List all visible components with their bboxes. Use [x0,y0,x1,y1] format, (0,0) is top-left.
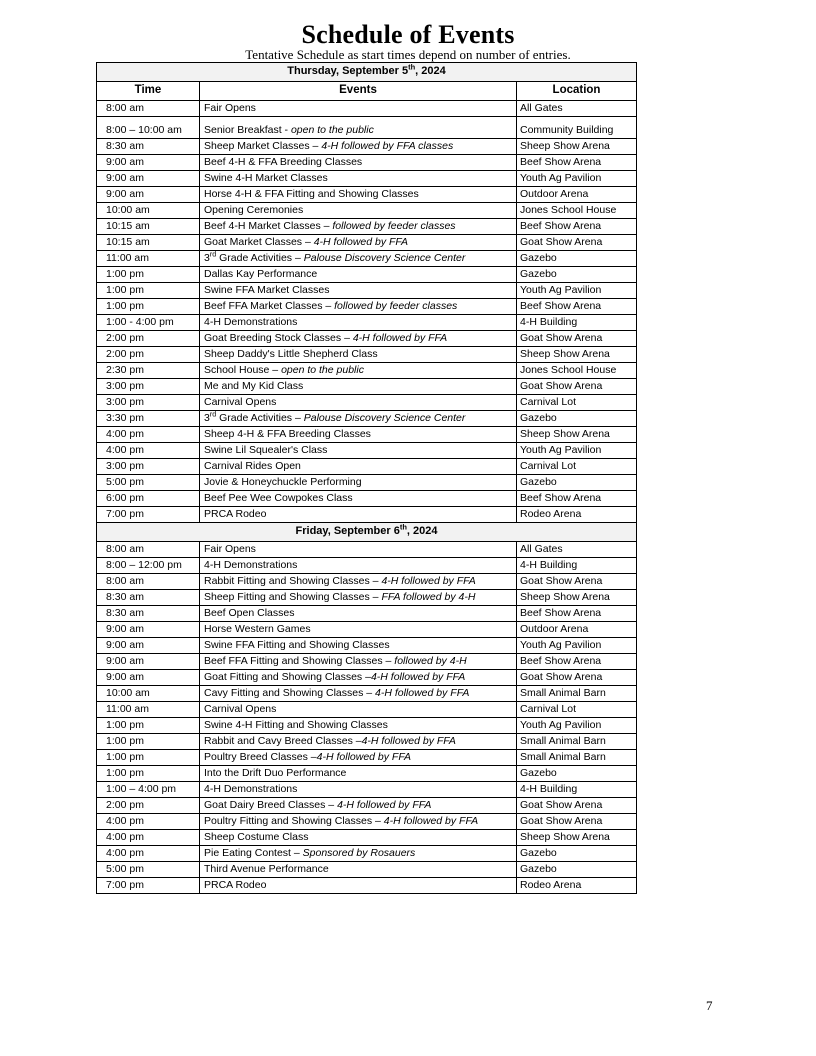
ordinal-suffix: th [399,522,407,532]
event-note: 4-H followed by FFA [361,734,456,747]
event-location: Community Building [517,117,637,139]
event-time: 1:00 pm [97,299,200,315]
event-time: 7:00 pm [97,507,200,523]
event-description: Swine 4-H Market Classes [200,171,517,187]
day-header-label: Friday, September 6th, 2024 [97,523,637,542]
event-time: 4:00 pm [97,830,200,846]
ordinal-suffix: rd [209,250,217,259]
page-subtitle: Tentative Schedule as start times depend on number of entries. [245,47,571,62]
event-location: Gazebo [517,475,637,491]
event-time: 8:00 am [97,574,200,590]
table-row [97,574,637,590]
event-time: 9:00 am [97,187,200,203]
event-location: Youth Ag Pavilion [517,171,637,187]
event-location: Gazebo [517,862,637,878]
event-location: Sheep Show Arena [517,590,637,606]
event-description: Horse Western Games [200,622,517,638]
event-location: Youth Ag Pavilion [517,283,637,299]
event-description: Horse 4-H & FFA Fitting and Showing Classes [200,187,517,203]
ordinal-suffix: th [408,62,416,72]
table-row [97,702,637,718]
event-time: 3:00 pm [97,395,200,411]
table-row [97,475,637,491]
table-row [97,542,637,558]
event-note: Sponsored by Rosauers [302,846,416,859]
event-location: Outdoor Arena [517,622,637,638]
table-row [97,686,637,702]
event-location: Goat Show Arena [517,331,637,347]
event-location: Rodeo Arena [517,507,637,523]
event-description: 3rd Grade Activities – Palouse Discovery Science Center [200,251,517,267]
event-note: 4-H followed by FFA [375,686,470,699]
event-description: Sheep Market Classes – 4-H followed by FFA classes [200,139,517,155]
event-location: Small Animal Barn [517,734,637,750]
event-note: 4-H followed by FFA [370,670,466,683]
event-description: Beef Open Classes [200,606,517,622]
event-description: Beef FFA Market Classes – followed by feeder classes [200,299,517,315]
event-description: Carnival Rides Open [200,459,517,475]
event-location: Small Animal Barn [517,686,637,702]
event-time: 1:00 pm [97,766,200,782]
table-row [97,798,637,814]
event-location: All Gates [517,542,637,558]
table-row [97,862,637,878]
event-description: Swine Lil Squealer's Class [200,443,517,459]
event-description: PRCA Rodeo [200,878,517,894]
event-description: Opening Ceremonies [200,203,517,219]
event-location: Gazebo [517,846,637,862]
event-note: 4-H followed by FFA [337,798,432,811]
event-note: FFA followed by 4-H [381,590,476,603]
event-time: 5:00 pm [97,862,200,878]
event-description: Swine 4-H Fitting and Showing Classes [200,718,517,734]
event-note: followed by feeder classes [332,219,456,232]
event-time: 1:00 pm [97,283,200,299]
event-time: 9:00 am [97,171,200,187]
event-time: 1:00 pm [97,750,200,766]
page-number: 7 [706,998,713,1013]
table-row [97,251,637,267]
event-description: 4-H Demonstrations [200,558,517,574]
event-description: Fair Opens [200,542,517,558]
event-time: 11:00 am [97,251,200,267]
event-description: Poultry Breed Classes –4-H followed by FFA [200,750,517,766]
table-row [97,830,637,846]
event-description: Senior Breakfast - open to the public [200,117,517,139]
event-description: Jovie & Honeychuckle Performing [200,475,517,491]
event-time: 9:00 am [97,155,200,171]
schedule-table [96,62,637,894]
event-location: Goat Show Arena [517,670,637,686]
event-time: 6:00 pm [97,491,200,507]
event-note: Palouse Discovery Science Center [303,411,466,424]
event-description: Sheep Daddy's Little Shepherd Class [200,347,517,363]
event-note: open to the public [281,363,364,376]
event-description: Carnival Opens [200,395,517,411]
event-time: 4:00 pm [97,427,200,443]
event-time: 10:15 am [97,219,200,235]
event-description: Carnival Opens [200,702,517,718]
event-location: Sheep Show Arena [517,830,637,846]
event-time: 3:30 pm [97,411,200,427]
event-description: 4-H Demonstrations [200,315,517,331]
event-location: Youth Ag Pavilion [517,443,637,459]
table-row [97,750,637,766]
table-row [97,670,637,686]
event-location: Sheep Show Arena [517,139,637,155]
table-row [97,219,637,235]
event-location: Beef Show Arena [517,491,637,507]
event-location: 4-H Building [517,315,637,331]
event-description: Poultry Fitting and Showing Classes – 4-H followed by FFA [200,814,517,830]
table-row [97,363,637,379]
table-row [97,491,637,507]
column-header-events: Events [200,82,517,101]
event-location: Youth Ag Pavilion [517,718,637,734]
day-header-row [97,523,637,542]
table-row [97,734,637,750]
event-time: 8:30 am [97,606,200,622]
event-time: 2:30 pm [97,363,200,379]
event-description: Goat Dairy Breed Classes – 4-H followed by FFA [200,798,517,814]
event-description: Goat Market Classes – 4-H followed by FFA [200,235,517,251]
event-time: 1:00 pm [97,267,200,283]
event-location: Goat Show Arena [517,379,637,395]
table-row [97,766,637,782]
event-time: 10:15 am [97,235,200,251]
event-time: 3:00 pm [97,459,200,475]
column-header-row [97,82,637,101]
table-row [97,507,637,523]
event-description: Me and My Kid Class [200,379,517,395]
event-location: 4-H Building [517,558,637,574]
event-time: 9:00 am [97,670,200,686]
event-location: Jones School House [517,203,637,219]
event-description: Beef FFA Fitting and Showing Classes – followed by 4-H [200,654,517,670]
event-time: 7:00 pm [97,878,200,894]
event-time: 10:00 am [97,686,200,702]
event-description: PRCA Rodeo [200,507,517,523]
event-description: Beef 4-H Market Classes – followed by feeder classes [200,219,517,235]
event-description: Goat Breeding Stock Classes – 4-H followed by FFA [200,331,517,347]
table-row [97,638,637,654]
event-description: Dallas Kay Performance [200,267,517,283]
event-time: 4:00 pm [97,814,200,830]
event-location: Goat Show Arena [517,574,637,590]
event-time: 9:00 am [97,654,200,670]
event-description: Third Avenue Performance [200,862,517,878]
event-note: followed by feeder classes [334,299,458,312]
event-description: Sheep Costume Class [200,830,517,846]
day-header-label: Thursday, September 5th, 2024 [97,63,637,82]
event-time: 11:00 am [97,702,200,718]
table-row [97,187,637,203]
table-row [97,782,637,798]
event-note: 4-H followed by FFA classes [321,139,454,152]
table-row [97,117,637,139]
event-description: Swine FFA Market Classes [200,283,517,299]
event-description: Rabbit Fitting and Showing Classes – 4-H followed by FFA [200,574,517,590]
page-title: Schedule of Events [301,20,515,49]
table-row [97,814,637,830]
event-time: 1:00 pm [97,734,200,750]
event-location: Beef Show Arena [517,606,637,622]
event-location: All Gates [517,101,637,117]
event-time: 8:00 – 12:00 pm [97,558,200,574]
event-description: Fair Opens [200,101,517,117]
table-row [97,459,637,475]
table-row [97,299,637,315]
event-location: Goat Show Arena [517,235,637,251]
event-time: 10:00 am [97,203,200,219]
event-time: 1:00 - 4:00 pm [97,315,200,331]
table-row [97,654,637,670]
event-location: Sheep Show Arena [517,347,637,363]
event-time: 5:00 pm [97,475,200,491]
event-time: 2:00 pm [97,331,200,347]
event-time: 2:00 pm [97,347,200,363]
table-row [97,283,637,299]
table-row [97,411,637,427]
event-description: Cavy Fitting and Showing Classes – 4-H followed by FFA [200,686,517,702]
table-row [97,606,637,622]
event-location: Rodeo Arena [517,878,637,894]
event-note: 4-H followed by FFA [381,574,476,587]
event-note: 4-H followed by FFA [316,750,411,763]
event-location: Outdoor Arena [517,187,637,203]
event-location: Sheep Show Arena [517,427,637,443]
event-description: Sheep Fitting and Showing Classes – FFA followed by 4-H [200,590,517,606]
event-time: 1:00 pm [97,718,200,734]
table-row [97,878,637,894]
table-row [97,427,637,443]
event-location: Beef Show Arena [517,654,637,670]
event-time: 8:30 am [97,590,200,606]
table-row [97,101,637,117]
event-location: 4-H Building [517,782,637,798]
event-location: Beef Show Arena [517,155,637,171]
event-note: 4-H followed by FFA [313,235,409,248]
event-note: 4-H followed by FFA [383,814,479,827]
event-note: open to the public [290,123,374,136]
event-description: School House – open to the public [200,363,517,379]
event-description: Beef 4-H & FFA Breeding Classes [200,155,517,171]
table-row [97,203,637,219]
event-location: Gazebo [517,251,637,267]
event-description: 3rd Grade Activities – Palouse Discovery Science Center [200,411,517,427]
event-time: 8:30 am [97,139,200,155]
event-time: 8:00 am [97,101,200,117]
event-description: 4-H Demonstrations [200,782,517,798]
event-time: 8:00 – 10:00 am [97,117,200,139]
event-time: 9:00 am [97,638,200,654]
table-row [97,347,637,363]
event-description: Into the Drift Duo Performance [200,766,517,782]
event-time: 4:00 pm [97,443,200,459]
event-time: 8:00 am [97,542,200,558]
table-row [97,846,637,862]
column-header-location: Location [517,82,637,101]
event-location: Youth Ag Pavilion [517,638,637,654]
event-location: Goat Show Arena [517,814,637,830]
table-row [97,443,637,459]
event-time: 9:00 am [97,622,200,638]
table-row [97,267,637,283]
event-description: Goat Fitting and Showing Classes –4-H followed by FFA [200,670,517,686]
event-description: Sheep 4-H & FFA Breeding Classes [200,427,517,443]
table-row [97,718,637,734]
day-header-row [97,63,637,82]
table-row [97,379,637,395]
event-location: Jones School House [517,363,637,379]
table-row [97,155,637,171]
event-location: Carnival Lot [517,395,637,411]
event-note: 4-H followed by FFA [352,331,448,344]
event-description: Swine FFA Fitting and Showing Classes [200,638,517,654]
event-description: Beef Pee Wee Cowpokes Class [200,491,517,507]
event-location: Gazebo [517,766,637,782]
event-time: 4:00 pm [97,846,200,862]
event-note: Palouse Discovery Science Center [303,251,466,264]
table-row [97,331,637,347]
column-header-time: Time [97,82,200,101]
event-time: 2:00 pm [97,798,200,814]
ordinal-suffix: rd [209,410,217,419]
event-time: 1:00 – 4:00 pm [97,782,200,798]
event-location: Goat Show Arena [517,798,637,814]
event-location: Carnival Lot [517,702,637,718]
event-description: Pie Eating Contest – Sponsored by Rosauers [200,846,517,862]
table-row [97,171,637,187]
event-location: Gazebo [517,267,637,283]
table-row [97,395,637,411]
table-row [97,622,637,638]
event-description: Rabbit and Cavy Breed Classes –4-H followed by FFA [200,734,517,750]
event-location: Small Animal Barn [517,750,637,766]
table-row [97,558,637,574]
event-location: Beef Show Arena [517,299,637,315]
event-note: followed by 4-H [394,654,467,667]
event-location: Carnival Lot [517,459,637,475]
table-row [97,315,637,331]
event-time: 3:00 pm [97,379,200,395]
event-location: Gazebo [517,411,637,427]
table-row [97,235,637,251]
table-row [97,590,637,606]
table-row [97,139,637,155]
event-location: Beef Show Arena [517,219,637,235]
